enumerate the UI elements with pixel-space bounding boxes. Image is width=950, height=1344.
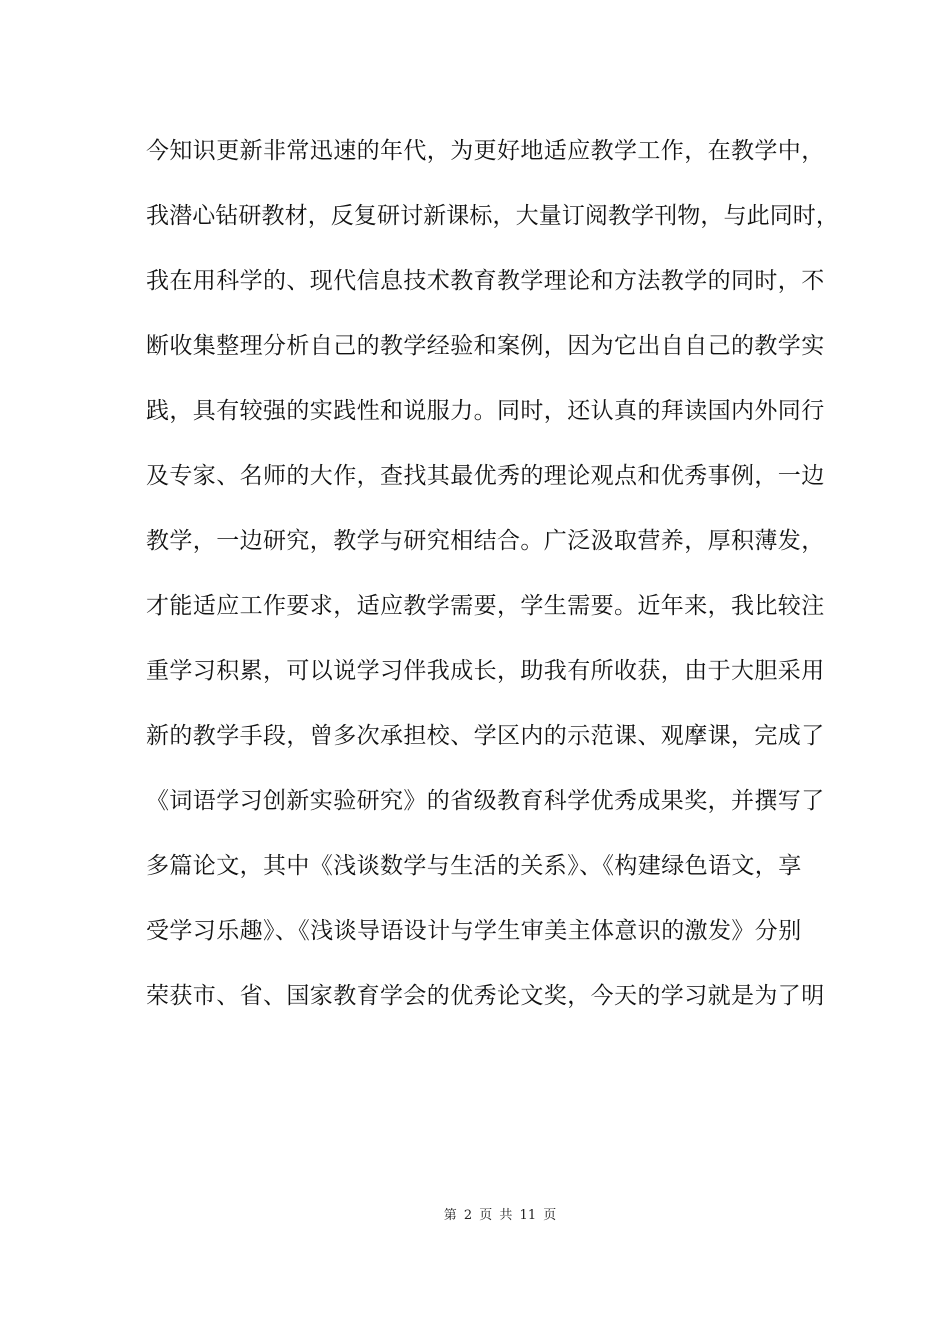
- text-line: 断收集整理分析自己的教学经验和案例，因为它出自自己的教学实: [146, 333, 825, 359]
- text-line: 多篇论文，其中《浅谈数学与生活的关系》、《构建绿色语文，享: [146, 853, 802, 879]
- text-line: 我潜心钻研教材，反复研讨新课标，大量订阅教学刊物，与此同时，: [146, 203, 839, 229]
- text-line: 今知识更新非常迅速的年代，为更好地适应教学工作，在教学中，: [146, 138, 825, 164]
- text-line: 新的教学手段，曾多次承担校、学区内的示范课、观摩课，完成了: [146, 723, 825, 749]
- text-line: 受学习乐趣》、《浅谈导语设计与学生审美主体意识的激发》分别: [146, 918, 802, 944]
- text-line: 教学，一边研究，教学与研究相结合。广泛汲取营养，厚积薄发，: [146, 528, 825, 554]
- text-line: 践，具有较强的实践性和说服力。同时，还认真的拜读国内外同行: [146, 398, 825, 424]
- text-line: 《词语学习创新实验研究》的省级教育科学优秀成果奖，并撰写了: [146, 788, 825, 814]
- text-line: 重学习积累，可以说学习伴我成长，助我有所收获，由于大胆采用: [146, 658, 825, 684]
- text-line: 及专家、名师的大作，查找其最优秀的理论观点和优秀事例，一边: [146, 463, 825, 489]
- page-footer: 第 2 页 共 11 页: [443, 1208, 557, 1223]
- text-line: 我在用科学的、现代信息技术教育教学理论和方法教学的同时，不: [146, 268, 825, 294]
- body-text: [146, 128, 839, 1038]
- text-line: 荣获市、省、国家教育学会的优秀论文奖，今天的学习就是为了明: [146, 983, 825, 1009]
- text-line: 才能适应工作要求，适应教学需要，学生需要。近年来，我比较注: [146, 593, 825, 619]
